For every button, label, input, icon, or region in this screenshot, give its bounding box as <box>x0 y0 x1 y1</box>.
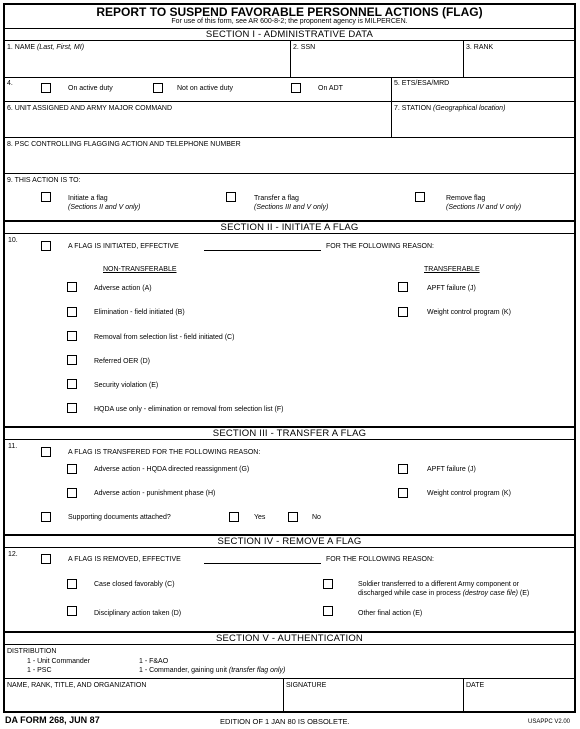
form-id: DA FORM 268, JUN 87 <box>5 715 100 725</box>
dist-gaining-unit-hint: (transfer flag only) <box>228 667 286 674</box>
divider <box>5 233 574 234</box>
reason-c-label: Removal from selection list - field initiated (C) <box>94 334 235 341</box>
divider <box>5 644 574 645</box>
flag-transferred-label: A FLAG IS TRANSFERED FOR THE FOLLOWING REASON: <box>68 449 261 456</box>
transfer-reason-j-checkbox[interactable] <box>398 464 408 474</box>
divider <box>5 77 574 78</box>
flag-form <box>3 3 576 713</box>
reason-d-checkbox[interactable] <box>67 355 77 365</box>
reason-a-checkbox[interactable] <box>67 282 77 292</box>
removed-reason-label: FOR THE FOLLOWING REASON: <box>326 556 434 563</box>
on-active-duty-checkbox[interactable] <box>41 83 51 93</box>
section-3-heading: SECTION III - TRANSFER A FLAG <box>212 428 367 439</box>
ets-label[interactable]: 5. ETS/ESA/MRD <box>394 80 450 87</box>
initiate-flag-hint: (Sections II and V only) <box>68 204 141 211</box>
remove-flag-checkbox[interactable] <box>415 192 425 202</box>
name-field[interactable] <box>7 44 84 52</box>
transfer-reason-k-checkbox[interactable] <box>398 488 408 498</box>
psc-label[interactable]: 8. PSC CONTROLLING FLAGGING ACTION AND TELEPHONE NUMBER <box>7 141 241 148</box>
reason-g-label: Adverse action - HQDA directed reassignment (G) <box>94 466 250 473</box>
reason-f-checkbox[interactable] <box>67 403 77 413</box>
reason-f-label: HQDA use only - elimination or removal from selection list (F) <box>94 406 284 413</box>
reason-d-label: Referred OER (D) <box>94 358 151 365</box>
divider <box>391 101 392 137</box>
form-title: REPORT TO SUSPEND FAVORABLE PERSONNEL ACTIONS (FLAG) <box>96 5 483 19</box>
soldier-transferred-checkbox[interactable] <box>323 579 333 589</box>
supporting-docs-yes-label: Yes <box>254 514 266 521</box>
dist-fao: 1 - F&AO <box>139 658 169 665</box>
other-final-label: Other final action (E) <box>358 610 423 617</box>
dist-psc: 1 - PSC <box>27 667 52 674</box>
transfer-flag-checkbox[interactable] <box>226 192 236 202</box>
divider <box>5 173 574 174</box>
supporting-docs-no-checkbox[interactable] <box>288 512 298 522</box>
item-10-label: 10. <box>8 237 18 244</box>
remove-flag-hint: (Sections IV and V only) <box>446 204 522 211</box>
reason-h-checkbox[interactable] <box>67 488 77 498</box>
reason-b-checkbox[interactable] <box>67 307 77 317</box>
form-subtitle: For use of this form, see AR 600-8-2; the proponent agency is MILPERCEN. <box>171 18 408 25</box>
reason-g-checkbox[interactable] <box>67 464 77 474</box>
initiate-flag-checkbox[interactable] <box>41 192 51 202</box>
flag-removed-checkbox[interactable] <box>41 554 51 564</box>
initiate-flag-label: Initiate a flag <box>68 195 108 202</box>
disciplinary-checkbox[interactable] <box>67 606 77 616</box>
reason-k-checkbox[interactable] <box>398 307 408 317</box>
version-note: USAPPC V2.00 <box>528 719 571 725</box>
transfer-flag-label: Transfer a flag <box>254 195 299 202</box>
date-label[interactable]: DATE <box>466 682 485 689</box>
disciplinary-label: Disciplinary action taken (D) <box>94 610 182 617</box>
transfer-flag-hint: (Sections III and V only) <box>254 204 329 211</box>
reason-b-label: Elimination - field initiated (B) <box>94 309 185 316</box>
divider <box>5 101 574 102</box>
station-field[interactable] <box>394 105 505 113</box>
dist-gaining-unit <box>139 667 285 675</box>
remove-flag-label: Remove flag <box>446 195 486 202</box>
on-adt-checkbox[interactable] <box>291 83 301 93</box>
on-active-duty-label: On active duty <box>68 85 113 92</box>
edition-note: EDITION OF 1 JAN 80 IS OBSOLETE. <box>220 717 350 726</box>
divider <box>283 678 284 713</box>
soldier-transferred-line-1: Soldier transferred to a different Army component or <box>358 581 519 588</box>
section-1-heading: SECTION I - ADMINISTRATIVE DATA <box>205 29 374 40</box>
reason-c-checkbox[interactable] <box>67 331 77 341</box>
rank-label[interactable]: 3. RANK <box>466 44 494 51</box>
divider <box>463 40 464 77</box>
unit-label[interactable]: 6. UNIT ASSIGNED AND ARMY MAJOR COMMAND <box>7 105 173 112</box>
reason-k-label: Weight control program (K) <box>427 309 511 316</box>
on-adt-label: On ADT <box>318 85 343 92</box>
station-label: 7. STATION <box>394 105 432 112</box>
reason-h-label: Adverse action - punishment phase (H) <box>94 490 216 497</box>
name-rank-label[interactable]: NAME, RANK, TITLE, AND ORGANIZATION <box>7 682 147 689</box>
name-label: 1. NAME <box>7 44 36 51</box>
action-label: 9. THIS ACTION IS TO: <box>7 177 81 184</box>
section-4-heading: SECTION IV - REMOVE A FLAG <box>217 536 362 547</box>
initiated-date-field[interactable] <box>204 250 321 251</box>
supporting-docs-yes-checkbox[interactable] <box>229 512 239 522</box>
reason-j-checkbox[interactable] <box>398 282 408 292</box>
transfer-reason-j-label: APFT failure (J) <box>427 466 476 473</box>
case-closed-label: Case closed favorably (C) <box>94 581 175 588</box>
dist-unit-commander: 1 - Unit Commander <box>27 658 91 665</box>
soldier-transferred-text: discharged while case in process <box>358 590 461 597</box>
flag-initiated-checkbox[interactable] <box>41 241 51 251</box>
not-on-active-duty-checkbox[interactable] <box>153 83 163 93</box>
soldier-transferred-hint: (destroy case file) <box>462 590 518 597</box>
station-hint: (Geographical location) <box>433 105 506 112</box>
divider <box>391 77 392 101</box>
divider <box>5 439 574 440</box>
item-4-label: 4. <box>7 80 13 87</box>
flag-removed-label: A FLAG IS REMOVED, EFFECTIVE <box>68 556 181 563</box>
soldier-transferred-line-2 <box>358 590 529 598</box>
removed-date-field[interactable] <box>204 563 321 564</box>
reason-e-label: Security violation (E) <box>94 382 159 389</box>
soldier-transferred-code: (E) <box>519 590 530 597</box>
ssn-label[interactable]: 2. SSN <box>293 44 316 51</box>
reason-a-label: Adverse action (A) <box>94 285 152 292</box>
divider <box>290 40 291 77</box>
reason-j-label: APFT failure (J) <box>427 285 476 292</box>
transfer-reason-k-label: Weight control program (K) <box>427 490 511 497</box>
transferable-heading: TRANSFERABLE <box>424 266 480 273</box>
divider <box>5 137 574 138</box>
distribution-label: DISTRIBUTION <box>7 648 57 655</box>
flag-transferred-checkbox[interactable] <box>41 447 51 457</box>
item-11-label: 11. <box>8 443 18 450</box>
divider <box>5 547 574 548</box>
dist-gaining-unit-text: 1 - Commander, gaining unit <box>139 667 227 674</box>
case-closed-checkbox[interactable] <box>67 579 77 589</box>
supporting-docs-no-label: No <box>312 514 321 521</box>
flag-initiated-label: A FLAG IS INITIATED, EFFECTIVE <box>68 243 179 250</box>
supporting-docs-label: Supporting documents attached? <box>68 514 171 521</box>
divider <box>463 678 464 713</box>
divider <box>5 678 574 679</box>
name-hint: (Last, First, MI) <box>36 44 85 51</box>
reason-e-checkbox[interactable] <box>67 379 77 389</box>
section-2-heading: SECTION II - INITIATE A FLAG <box>220 222 359 233</box>
signature-label[interactable]: SIGNATURE <box>286 682 327 689</box>
item-12-label: 12. <box>8 551 18 558</box>
nontransferable-heading: NON-TRANSFERABLE <box>103 266 177 273</box>
initiated-reason-label: FOR THE FOLLOWING REASON: <box>326 243 434 250</box>
other-final-checkbox[interactable] <box>323 606 333 616</box>
supporting-docs-checkbox[interactable] <box>41 512 51 522</box>
not-on-active-duty-label: Not on active duty <box>177 85 234 92</box>
section-5-heading: SECTION V - AUTHENTICATION <box>215 633 363 644</box>
